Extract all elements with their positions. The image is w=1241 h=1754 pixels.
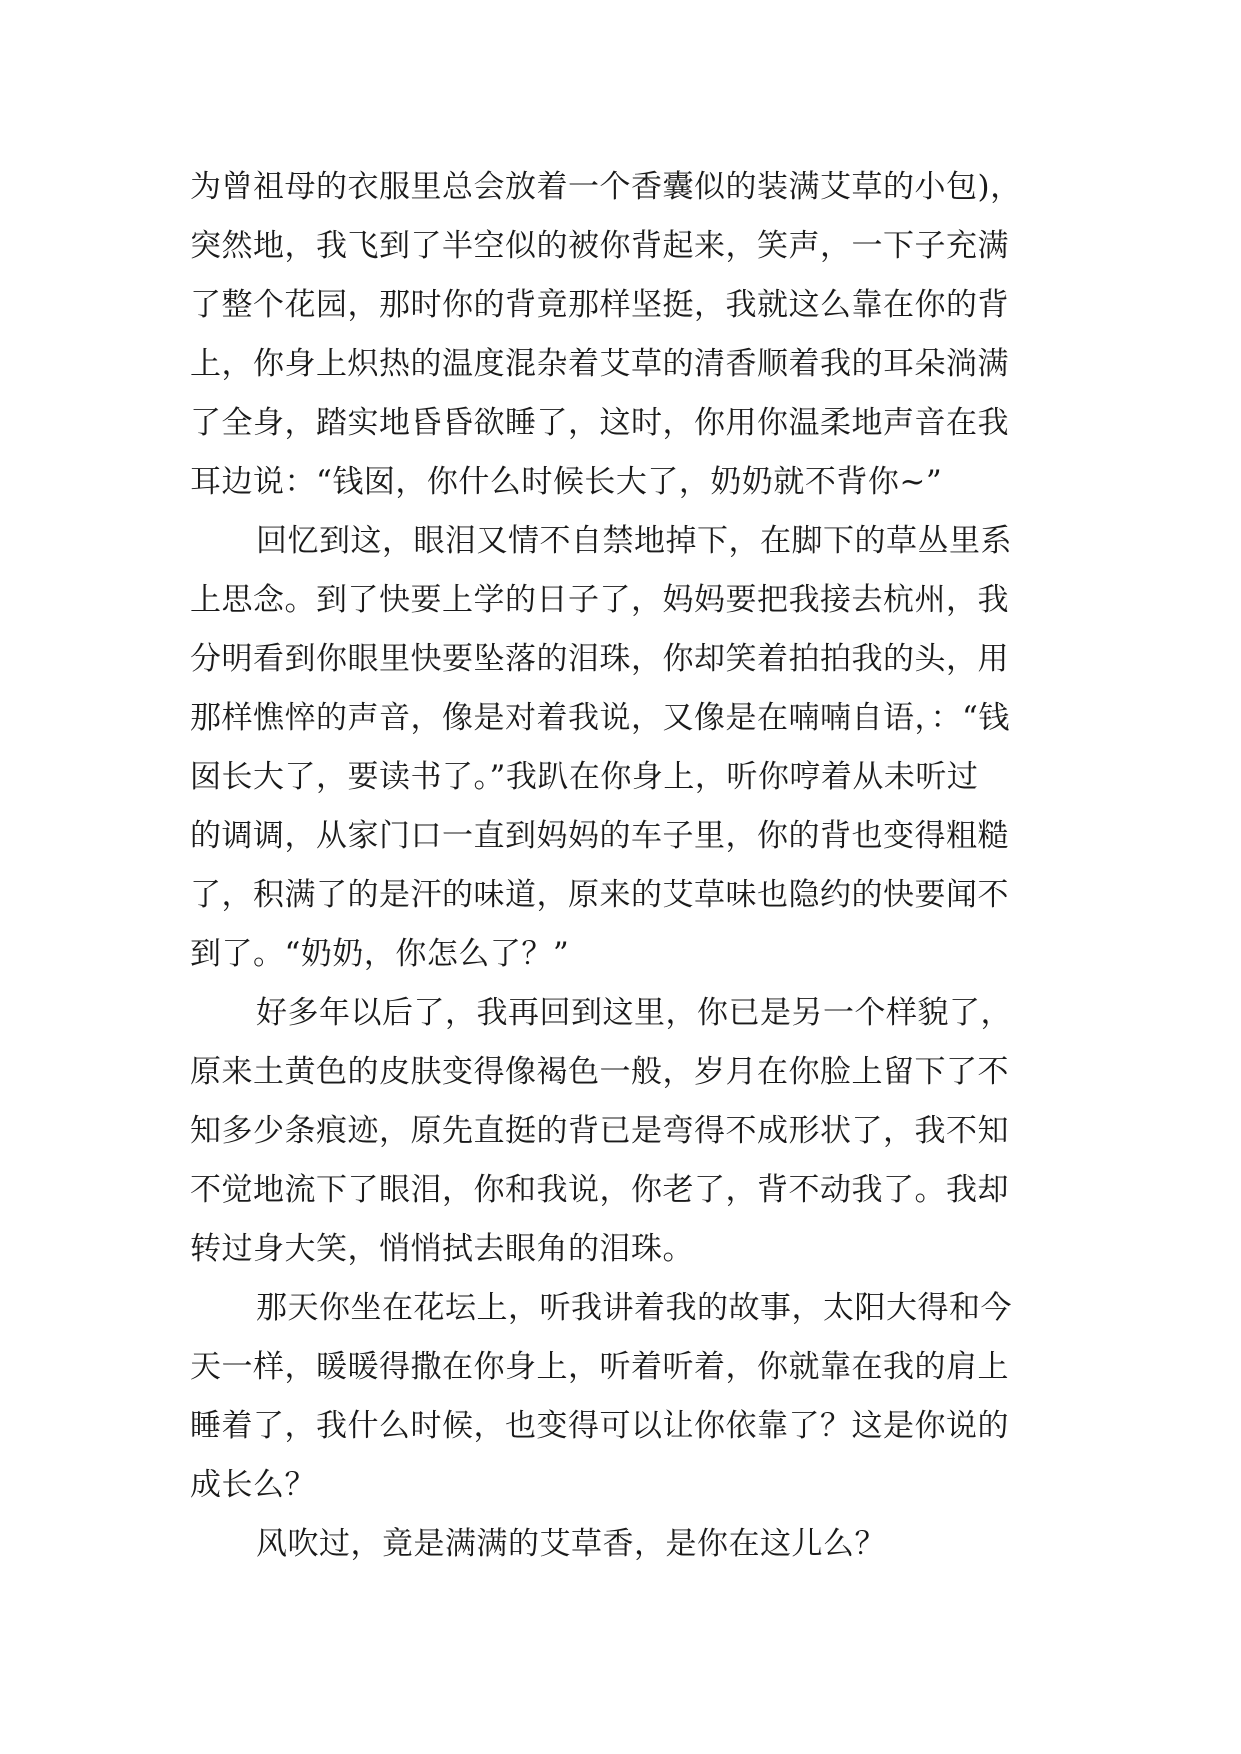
text-line: 到了。“奶奶，你怎么了？” bbox=[190, 936, 570, 972]
text-line: 那样憔悴的声音，像是对着我说，又像是在喃喃自语，：“钱 bbox=[190, 700, 1010, 736]
text-line: 原来土黄色的皮肤变得像褐色一般，岁月在你脸上留下了不 bbox=[190, 1054, 1009, 1090]
paragraph-first-line: 回忆到这，眼泪又情不自禁地掉下，在脚下的草丛里系 bbox=[256, 523, 1012, 559]
text-line: 耳边说：“钱囡，你什么时候长大了，奶奶就不背你~” bbox=[190, 464, 943, 500]
document-body bbox=[190, 158, 1070, 1574]
text-line: 睡着了，我什么时候，也变得可以让你依靠了？这是你说的 bbox=[190, 1408, 1009, 1444]
text-line: 为曾祖母的衣服里总会放着一个香囊似的装满艾草的小包)， bbox=[190, 169, 1022, 205]
text-line: 突然地，我飞到了半空似的被你背起来，笑声，一下子充满 bbox=[190, 228, 1009, 264]
paragraph-first-line: 好多年以后了，我再回到这里，你已是另一个样貌了， bbox=[256, 995, 1012, 1031]
text-line: 知多少条痕迹，原先直挺的背已是弯得不成形状了，我不知 bbox=[190, 1113, 1009, 1149]
text-line: 转过身大笑，悄悄拭去眼角的泪珠。 bbox=[190, 1231, 694, 1267]
text-line: 成长么？ bbox=[190, 1467, 316, 1503]
text-line: 分明看到你眼里快要坠落的泪珠，你却笑着拍拍我的头，用 bbox=[190, 641, 1009, 677]
text-line: 天一样，暖暖得撒在你身上，听着听着，你就靠在我的肩上 bbox=[190, 1349, 1009, 1385]
text-line: 了，积满了的是汗的味道，原来的艾草味也隐约的快要闻不 bbox=[190, 877, 1009, 913]
text-line: 不觉地流下了眼泪，你和我说，你老了，背不动我了。我却 bbox=[190, 1172, 1009, 1208]
text-line: 上，你身上炽热的温度混杂着艾草的清香顺着我的耳朵淌满 bbox=[190, 346, 1009, 382]
text-line: 的调调，从家门口一直到妈妈的车子里，你的背也变得粗糙 bbox=[190, 818, 1009, 854]
text-line: 了全身，踏实地昏昏欲睡了，这时，你用你温柔地声音在我 bbox=[190, 405, 1009, 441]
paragraph-first-line: 那天你坐在花坛上，听我讲着我的故事，太阳大得和今 bbox=[256, 1290, 1012, 1326]
text-line: 了整个花园，那时你的背竟那样坚挺，我就这么靠在你的背 bbox=[190, 287, 1009, 323]
text-line: 上思念。到了快要上学的日子了，妈妈要把我接去杭州，我 bbox=[190, 582, 1009, 618]
paragraph-first-line: 风吹过，竟是满满的艾草香，是你在这儿么？ bbox=[256, 1526, 886, 1562]
text-line: 囡长大了，要读书了。”我趴在你身上，听你哼着从未听过 bbox=[190, 759, 979, 795]
